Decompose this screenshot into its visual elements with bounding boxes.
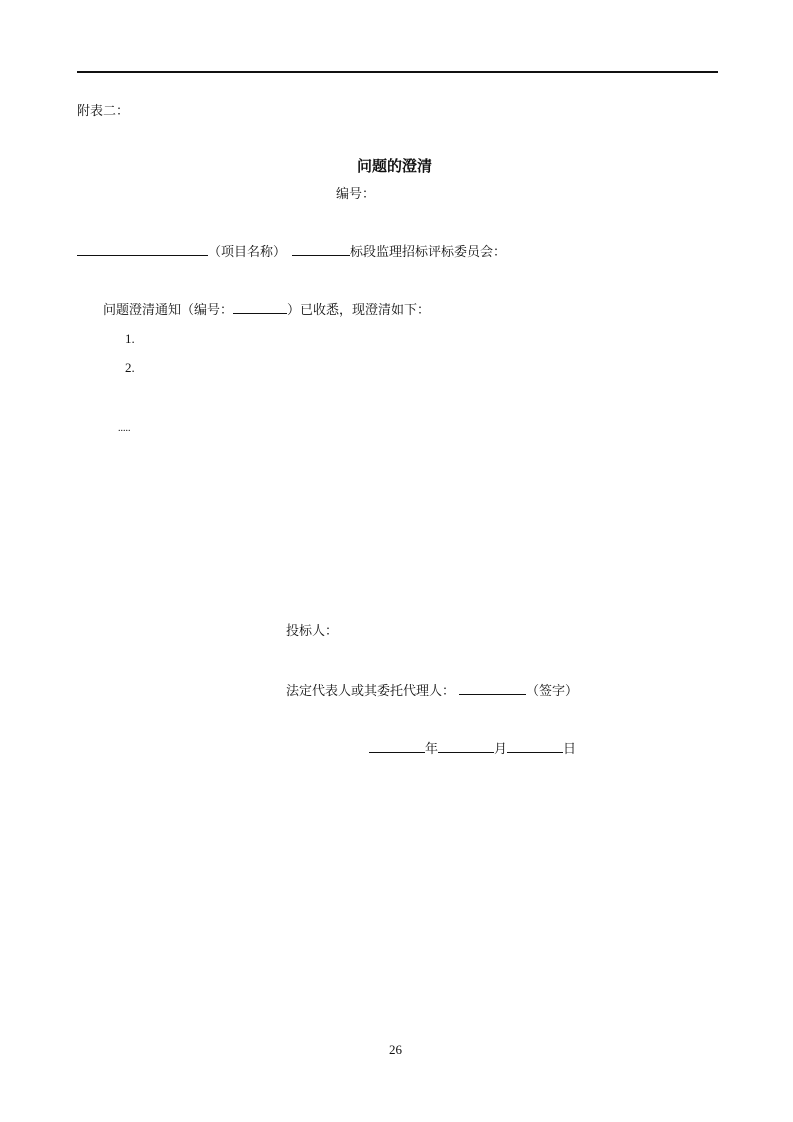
appendix-label: 附表二： <box>77 104 130 119</box>
day-blank[interactable] <box>507 740 563 753</box>
intro-line <box>103 301 430 319</box>
number-label: 编号： <box>336 187 376 202</box>
header-rule <box>77 71 718 73</box>
bidder-label: 投标人： <box>286 624 339 639</box>
month-label: 月 <box>494 742 508 757</box>
committee-suffix: 标段监理招标评标委员会： <box>350 245 507 260</box>
ellipsis: ..... <box>118 423 131 434</box>
intro-before: 问题澄清通知（编号： <box>103 303 234 318</box>
project-name-blank[interactable] <box>77 243 208 256</box>
day-label: 日 <box>563 742 577 757</box>
year-blank[interactable] <box>369 740 425 753</box>
document-title: 问题的澄清 <box>357 157 433 175</box>
section-blank[interactable] <box>292 243 350 256</box>
signature-blank[interactable] <box>459 682 526 695</box>
sign-hint: （签字） <box>526 684 579 699</box>
date-line <box>369 740 576 758</box>
project-name-hint: （项目名称） <box>208 245 287 260</box>
page-number: 26 <box>389 1042 402 1057</box>
month-blank[interactable] <box>438 740 494 753</box>
list-item: 1. <box>125 331 135 346</box>
notice-number-blank[interactable] <box>233 301 287 314</box>
list-item: 2. <box>125 360 135 375</box>
year-label: 年 <box>425 742 439 757</box>
addressee-line <box>77 243 506 261</box>
legal-rep-label: 法定代表人或其委托代理人： <box>286 684 456 699</box>
legal-rep-line <box>286 682 578 700</box>
intro-after: ）已收悉，现澄清如下： <box>287 303 431 318</box>
